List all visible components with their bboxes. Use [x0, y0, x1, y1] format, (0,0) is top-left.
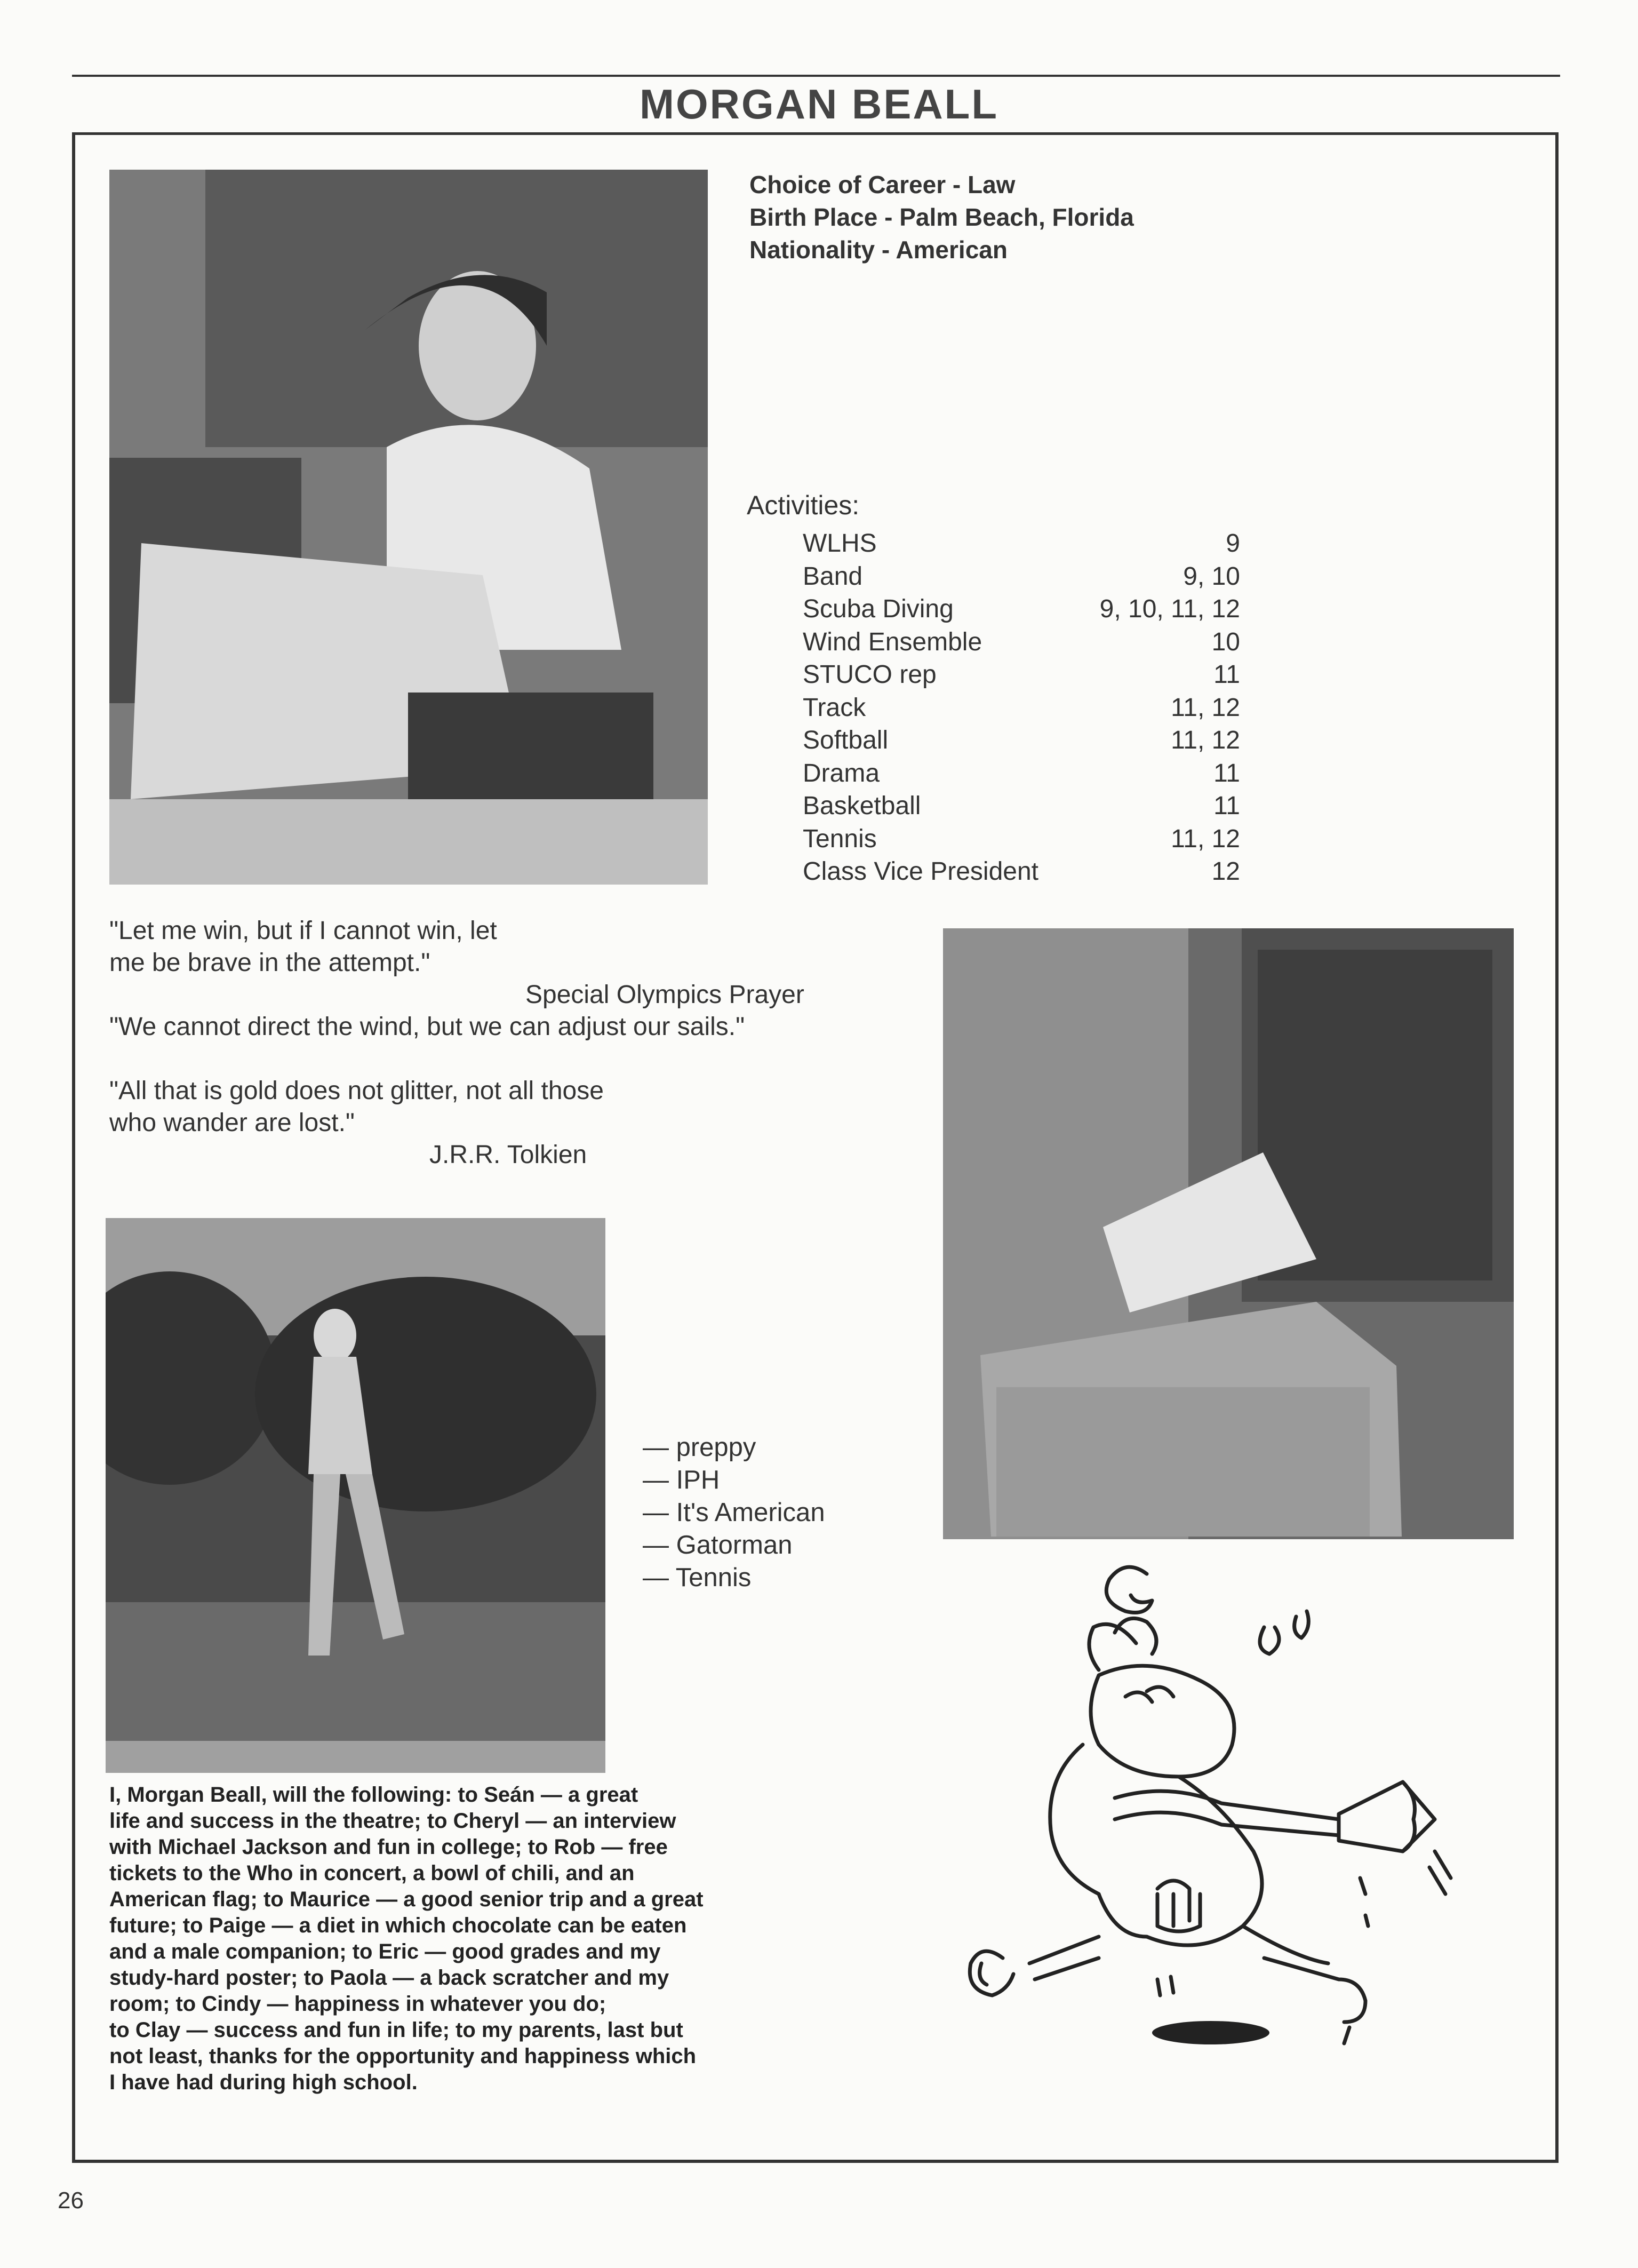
birthplace-line: Birth Place - Palm Beach, Florida	[749, 203, 1134, 231]
will-line: life and success in the theatre; to Cheryl — an interview	[109, 1809, 676, 1833]
page-number: 26	[58, 2187, 84, 2214]
will-line: room; to Cindy — happiness in whatever you do;	[109, 1992, 606, 2016]
will-line: not least, thanks for the opportunity and happiness which	[109, 2044, 697, 2068]
activity-name: STUCO rep	[803, 660, 937, 689]
photo-printer	[943, 928, 1514, 1539]
will-line: to Clay — success and fun in life; to my parents, last but	[109, 2018, 683, 2042]
activity-name: Basketball	[803, 792, 921, 820]
nickname-item: — preppy	[643, 1433, 756, 1462]
quote-3-attribution: J.R.R. Tolkien	[429, 1141, 587, 1169]
will-line: tickets to the Who in concert, a bowl of chili, and an	[109, 1861, 635, 1885]
activity-name: Band	[803, 562, 863, 591]
activity-years: 11, 12	[1171, 726, 1240, 754]
info-block	[749, 169, 1134, 266]
top-rule	[72, 75, 1560, 77]
activities-list	[803, 527, 1240, 888]
nickname-item: — It's American	[643, 1498, 825, 1527]
gator-trumpet-cartoon	[923, 1553, 1472, 2150]
page-title: MORGAN BEALL	[640, 81, 998, 128]
will-line: with Michael Jackson and fun in college; to Rob — free	[109, 1835, 668, 1859]
activity-years: 9, 10, 11, 12	[1099, 595, 1240, 623]
activity-name: Drama	[803, 759, 880, 787]
activity-row	[803, 658, 1240, 691]
nickname-item: — IPH	[643, 1466, 720, 1494]
activity-row	[803, 691, 1240, 725]
activity-row	[803, 757, 1240, 790]
photo-desk-art	[109, 170, 708, 885]
nickname-item: — Tennis	[643, 1563, 752, 1592]
activity-years: 12	[1211, 857, 1240, 886]
photo-desk	[109, 170, 708, 885]
activity-years: 10	[1211, 627, 1240, 656]
nationality-line: Nationality - American	[749, 236, 1008, 264]
activity-row	[803, 593, 1240, 626]
cartoon-shadow	[1152, 2021, 1269, 2044]
will-line: I, Morgan Beall, will the following: to Seán — a great	[109, 1783, 638, 1807]
activity-years: 9	[1226, 529, 1240, 558]
will-line: study-hard poster; to Paola — a back scratcher and my	[109, 1966, 669, 1990]
activity-row	[803, 527, 1240, 560]
quote-3-line-1: "All that is gold does not glitter, not all those	[109, 1077, 604, 1105]
activity-years: 11, 12	[1171, 693, 1240, 722]
photo-printer-art	[943, 928, 1514, 1539]
activity-row	[803, 724, 1240, 757]
activity-name: Class Vice President	[803, 857, 1038, 886]
activity-name: Scuba Diving	[803, 595, 954, 623]
activity-row	[803, 823, 1240, 856]
will-line: American flag; to Maurice — a good senior trip and a great	[109, 1888, 704, 1911]
photo-runner	[106, 1218, 605, 1773]
activity-row	[803, 855, 1240, 888]
activity-years: 11	[1213, 660, 1240, 689]
quotes-block	[109, 915, 804, 1171]
quote-3-line-2: who wander are lost."	[109, 1109, 355, 1137]
career-line: Choice of Career - Law	[749, 171, 1016, 198]
activity-row	[803, 626, 1240, 659]
quote-gap	[109, 1043, 804, 1075]
photo-runner-art	[106, 1218, 605, 1773]
activity-name: Wind Ensemble	[803, 627, 982, 656]
will-line: I have had during high school.	[109, 2071, 418, 2094]
activities-heading: Activities:	[747, 490, 860, 520]
activity-years: 9, 10	[1183, 562, 1240, 591]
nicknames-list	[643, 1431, 825, 1594]
last-will-text	[109, 1782, 819, 2096]
activity-name: Tennis	[803, 824, 877, 853]
activity-row	[803, 560, 1240, 593]
activity-years: 11, 12	[1171, 824, 1240, 853]
activity-years: 11	[1213, 792, 1240, 820]
activity-row	[803, 790, 1240, 823]
quote-2: "We cannot direct the wind, but we can adjust our sails."	[109, 1013, 745, 1041]
quote-1-attribution: Special Olympics Prayer	[525, 981, 804, 1009]
activity-name: Track	[803, 693, 866, 722]
activity-years: 11	[1213, 759, 1240, 787]
activity-name: Softball	[803, 726, 889, 754]
quote-1-line-1: "Let me win, but if I cannot win, let	[109, 917, 497, 945]
will-line: and a male companion; to Eric — good grades and my	[109, 1940, 661, 1963]
will-line: future; to Paige — a diet in which chocolate can be eaten	[109, 1914, 687, 1937]
quote-1-line-2: me be brave in the attempt."	[109, 949, 430, 977]
nickname-item: — Gatorman	[643, 1531, 793, 1559]
activity-name: WLHS	[803, 529, 877, 558]
